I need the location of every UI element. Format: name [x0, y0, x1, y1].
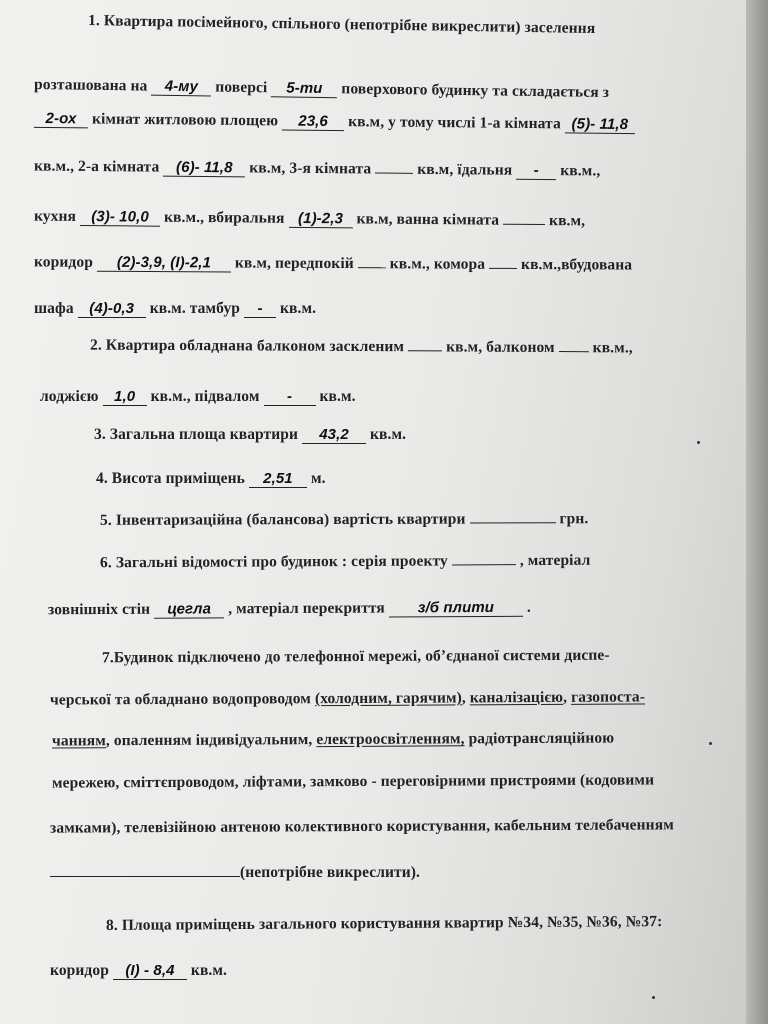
- electric-lighting-underlined: електроосвітленням,: [316, 730, 465, 749]
- kitchen-area-field[interactable]: (3)- 10,0: [80, 209, 160, 226]
- wardrobe-area-field[interactable]: (4)-0,3: [78, 301, 146, 318]
- room2-area-field[interactable]: (6)- 11,8: [163, 160, 245, 177]
- s1-text-6d: кв.м.,вбудована: [521, 255, 633, 274]
- s1-text-4a: кв.м., 2-а кімната: [33, 157, 160, 176]
- ink-speck: [652, 996, 655, 999]
- storeys-field[interactable]: 5-ти: [271, 80, 337, 98]
- wc-area-field[interactable]: (1)-2,3: [288, 211, 352, 228]
- s2-text-1c: кв.м.,: [592, 339, 633, 357]
- s3-text-a: 3. Загальна площа квартири: [94, 426, 299, 443]
- loggia-area-field[interactable]: 1,0: [103, 389, 147, 406]
- s7-text-3b: радіотрансляційною: [468, 729, 615, 748]
- s2-text-1a: 2. Квартира обладнана балконом заскленим: [89, 336, 405, 356]
- s6-text-1a: 6. Загальні відомості про будинок : серія проекту: [99, 552, 448, 572]
- s1-text-7a: шафа: [34, 300, 74, 317]
- s7-text-2a: черської та обладнано водопроводом: [49, 690, 311, 709]
- s8-text-2a: коридор: [50, 962, 109, 979]
- s1-text-1: 1. Квартира посімейного, спільного (непотрібне викреслити) заселення: [87, 12, 596, 37]
- s1-text-3a: кімнат житловою площею: [91, 110, 279, 130]
- s1-text-7b: кв.м. тамбур: [149, 300, 241, 317]
- common-corridor-field[interactable]: (І) - 8,4: [113, 963, 187, 980]
- s6-text-2c: .: [526, 598, 531, 616]
- s7-text-2b: ,: [461, 689, 466, 707]
- cold-hot-water-underlined: (холодним, гарячим): [314, 689, 462, 708]
- s2-line-1: [90, 337, 633, 358]
- s6-line-2: [48, 599, 531, 620]
- ink-speck: [709, 742, 712, 745]
- s4-text-a: 4. Висота приміщень: [96, 470, 245, 487]
- s7-text-2c: ,: [563, 688, 568, 706]
- ink-speck: [697, 441, 700, 444]
- s7-text-6: (непотрібне викреслити).: [240, 864, 421, 881]
- vestibule-area-field[interactable]: -: [244, 301, 276, 318]
- s1-text-7c: кв.м.: [279, 300, 317, 317]
- s7-text-4: мережею, сміттєпроводом, ліфтами, замково - переговірними пристроями (кодовими: [51, 771, 655, 792]
- gas-supply-underlined: газопоста-: [571, 688, 646, 706]
- bathroom-area-field[interactable]: [503, 224, 545, 225]
- pantry-area-field[interactable]: [489, 268, 517, 269]
- s8-text-2b: кв.м.: [190, 962, 228, 979]
- s7-line-2: [50, 688, 645, 709]
- s1-text-4d: кв.м.,: [560, 162, 601, 180]
- basement-area-field[interactable]: -: [264, 389, 316, 406]
- s7-line-5: [50, 816, 674, 837]
- s6-line-1: [100, 552, 590, 573]
- s2-text-2c: кв.м.: [319, 388, 356, 405]
- s6-text-1b: , матеріал: [519, 551, 591, 570]
- s5-text-a: 5. Інвентаризаційна (балансова) вартість квартири: [99, 510, 466, 529]
- s5-line: [100, 510, 588, 530]
- project-series-field[interactable]: [452, 564, 516, 565]
- total-area-field[interactable]: 43,2: [302, 427, 366, 444]
- s7-line-1: [102, 647, 610, 668]
- s7-text-1: 7.Будинок підключено до телефонної мережі, об’єднаної системи диспе-: [101, 646, 610, 667]
- room3-area-field[interactable]: [375, 173, 413, 174]
- s2-text-2b: кв.м., підвалом: [150, 388, 260, 405]
- s4-text-b: м.: [310, 470, 326, 487]
- s1-text-2a: розташована на: [33, 75, 148, 95]
- s7-line-3: [52, 730, 614, 751]
- s1-text-5b: кв.м., вбиральня: [163, 208, 285, 227]
- s8-text-1: 8. Площа приміщень загального користування квартир №34, №35, №36, №37:: [105, 913, 663, 934]
- glazed-balcony-field[interactable]: [408, 350, 442, 351]
- corridor-area-field[interactable]: (2)-3,9, (І)-2,1: [97, 255, 231, 272]
- rooms-count-field[interactable]: 2-ох: [34, 111, 88, 128]
- floor-material-field[interactable]: з/б плити: [389, 600, 523, 617]
- s3-line: [94, 426, 406, 444]
- s1-text-5a: кухня: [33, 207, 77, 225]
- s2-line-2: [40, 388, 356, 406]
- s1-text-6c: кв.м., комора: [389, 255, 486, 273]
- wall-material-field[interactable]: цегла: [154, 601, 224, 618]
- s1-text-2b: поверсі: [215, 78, 268, 97]
- s7-text-5: замками), телевізійною антеною колективного користування, кабельним телебаченням: [49, 816, 674, 837]
- s5-text-b: грн.: [559, 510, 589, 528]
- s6-text-2b: , матеріал перекриття: [228, 599, 385, 618]
- sewerage-underlined: каналізацією: [469, 688, 564, 707]
- s7-line-6: [50, 864, 420, 882]
- s4-line: [96, 470, 326, 488]
- s1-text-5c: кв.м, ванна кімната: [356, 210, 500, 229]
- s1-text-2c: поверхового будинку та складається з: [341, 80, 610, 102]
- s8-line-2: [50, 962, 227, 980]
- s3-text-b: кв.м.: [370, 426, 407, 443]
- hall-area-field[interactable]: [358, 267, 386, 268]
- blank-strike-field[interactable]: [50, 876, 240, 877]
- s7-text-3a: , опаленням індивідуальним,: [105, 731, 313, 750]
- s1-line-7: [34, 300, 316, 318]
- room1-area-field[interactable]: (5)- 11,8: [565, 116, 635, 133]
- s1-text-6b: кв.м, передпокій: [234, 254, 354, 273]
- s1-text-3b: кв.м, у тому числі 1-а кімната: [348, 113, 561, 133]
- living-area-field[interactable]: 23,6: [282, 113, 344, 130]
- s1-text-5d: кв.м,: [549, 212, 586, 230]
- page-edge-shadow: [746, 0, 768, 1024]
- dining-area-field[interactable]: -: [516, 163, 556, 180]
- s6-text-2a: зовнішніх стін: [47, 600, 151, 619]
- balcony-field[interactable]: [559, 351, 589, 352]
- s1-text-4b: кв.м, 3-я кімната: [249, 159, 372, 178]
- s1-text-4c: кв.м, їдальня: [417, 160, 513, 179]
- gas-supply-underlined-cont: чанням: [51, 732, 106, 750]
- s7-line-4: [52, 771, 654, 792]
- s1-text-6a: коридор: [33, 253, 94, 271]
- s2-text-2a: лоджією: [40, 388, 99, 405]
- s2-text-1b: кв.м, балконом: [446, 338, 555, 357]
- s1-line-6: [34, 253, 632, 274]
- floor-field[interactable]: 4-му: [151, 79, 211, 97]
- height-field[interactable]: 2,51: [249, 471, 307, 488]
- balance-value-field[interactable]: [470, 522, 556, 523]
